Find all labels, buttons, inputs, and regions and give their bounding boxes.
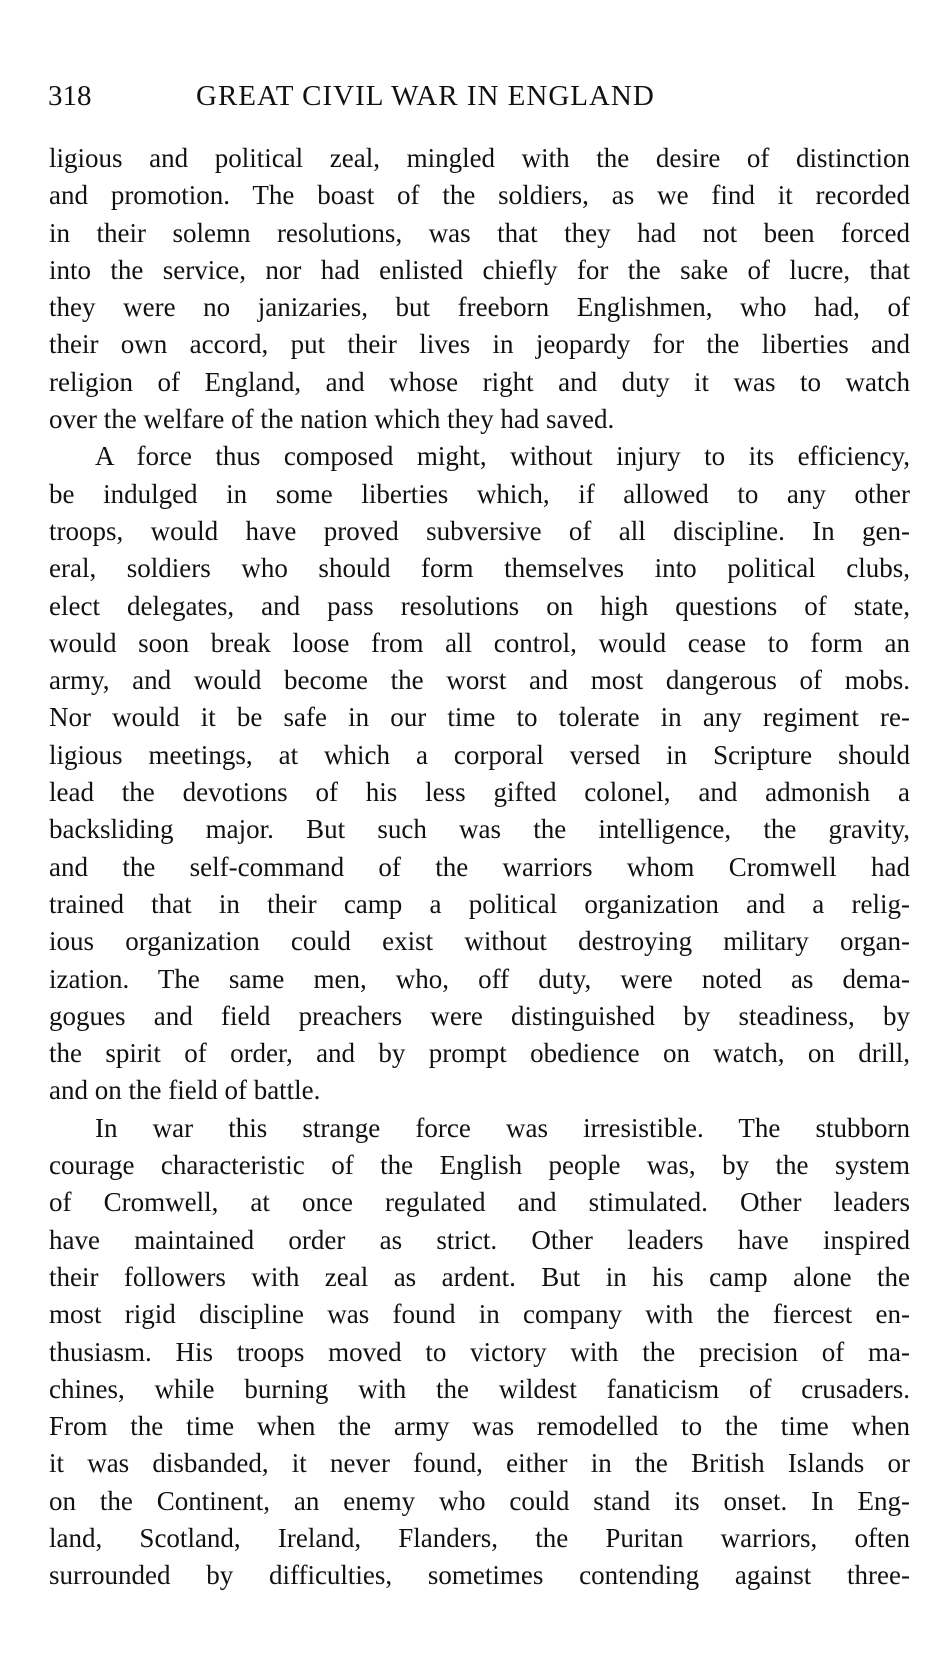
page-number: 318 — [48, 80, 92, 112]
running-title: GREAT CIVIL WAR IN ENGLAND — [196, 80, 655, 112]
text-line: most rigid discipline was found in company with the fiercest en- — [49, 1299, 910, 1330]
text-line: trained that in their camp a political organization and a relig- — [49, 888, 910, 919]
text-line: of Cromwell, at once regulated and stimulated. Other leaders — [49, 1187, 910, 1218]
text-line: into the service, nor had enlisted chiefly for the sake of lucre, that — [49, 254, 910, 285]
text-line: it was disbanded, it never found, either in the British Islands or — [49, 1448, 910, 1479]
text-line: have maintained order as strict. Other leaders have inspired — [49, 1224, 910, 1255]
text-line: thusiasm. His troops moved to victory with the precision of ma- — [49, 1336, 910, 1367]
text-line: troops, would have proved subversive of all discipline. In gen- — [49, 515, 910, 546]
text-line: Nor would it be safe in our time to tolerate in any regiment re- — [49, 702, 910, 733]
text-line: in their solemn resolutions, was that they had not been forced — [49, 217, 910, 248]
text-line: ious organization could exist without destroying military organ- — [49, 926, 910, 957]
text-line: In war this strange force was irresistible. The stubborn — [95, 1112, 910, 1143]
text-line: ligious meetings, at which a corporal versed in Scripture should — [49, 739, 910, 770]
text-line: ligious and political zeal, mingled with the desire of distinction — [49, 143, 910, 173]
running-head — [48, 78, 910, 118]
text-line: lead the devotions of his less gifted colonel, and admonish a — [49, 777, 910, 808]
text-line: army, and would become the worst and most dangerous of mobs. — [49, 665, 910, 696]
text-line: the spirit of order, and by prompt obedience on watch, on drill, — [49, 1038, 910, 1069]
text-line: gogues and field preachers were distinguished by steadiness, by — [49, 1000, 910, 1031]
text-line: on the Continent, an enemy who could stand its onset. In Eng- — [49, 1485, 910, 1516]
text-line: would soon break loose from all control, would cease to form an — [49, 627, 910, 658]
text-line: chines, while burning with the wildest fanaticism of crusaders. — [49, 1373, 910, 1404]
text-line: be indulged in some liberties which, if allowed to any other — [49, 478, 910, 509]
text-line: land, Scotland, Ireland, Flanders, the Puritan warriors, often — [49, 1522, 910, 1553]
body-text — [49, 140, 910, 1595]
text-line: From the time when the army was remodelled to the time when — [49, 1411, 910, 1442]
text-line: A force thus composed might, without injury to its efficiency, — [95, 441, 910, 472]
text-line: eral, soldiers who should form themselves into political clubs, — [49, 553, 910, 584]
text-line: courage characteristic of the English people was, by the system — [49, 1150, 910, 1181]
text-line: elect delegates, and pass resolutions on high questions of state, — [49, 590, 910, 621]
text-line: and the self-command of the warriors whom Cromwell had — [49, 851, 910, 882]
text-line: over the welfare of the nation which they had saved. — [49, 404, 615, 435]
text-line: their followers with zeal as ardent. But in his camp alone the — [49, 1261, 910, 1292]
text-line: religion of England, and whose right and duty it was to watch — [49, 366, 910, 397]
text-line: their own accord, put their lives in jeopardy for the liberties and — [49, 329, 910, 360]
text-line: backsliding major. But such was the intelligence, the gravity, — [49, 814, 910, 845]
text-line: and on the field of battle. — [49, 1075, 321, 1106]
text-line: they were no janizaries, but freeborn Englishmen, who had, of — [49, 292, 910, 323]
text-line: surrounded by difficulties, sometimes contending against three- — [49, 1560, 910, 1591]
text-line: and promotion. The boast of the soldiers, as we find it recorded — [49, 180, 910, 211]
text-line: ization. The same men, who, off duty, were noted as dema- — [49, 963, 910, 994]
